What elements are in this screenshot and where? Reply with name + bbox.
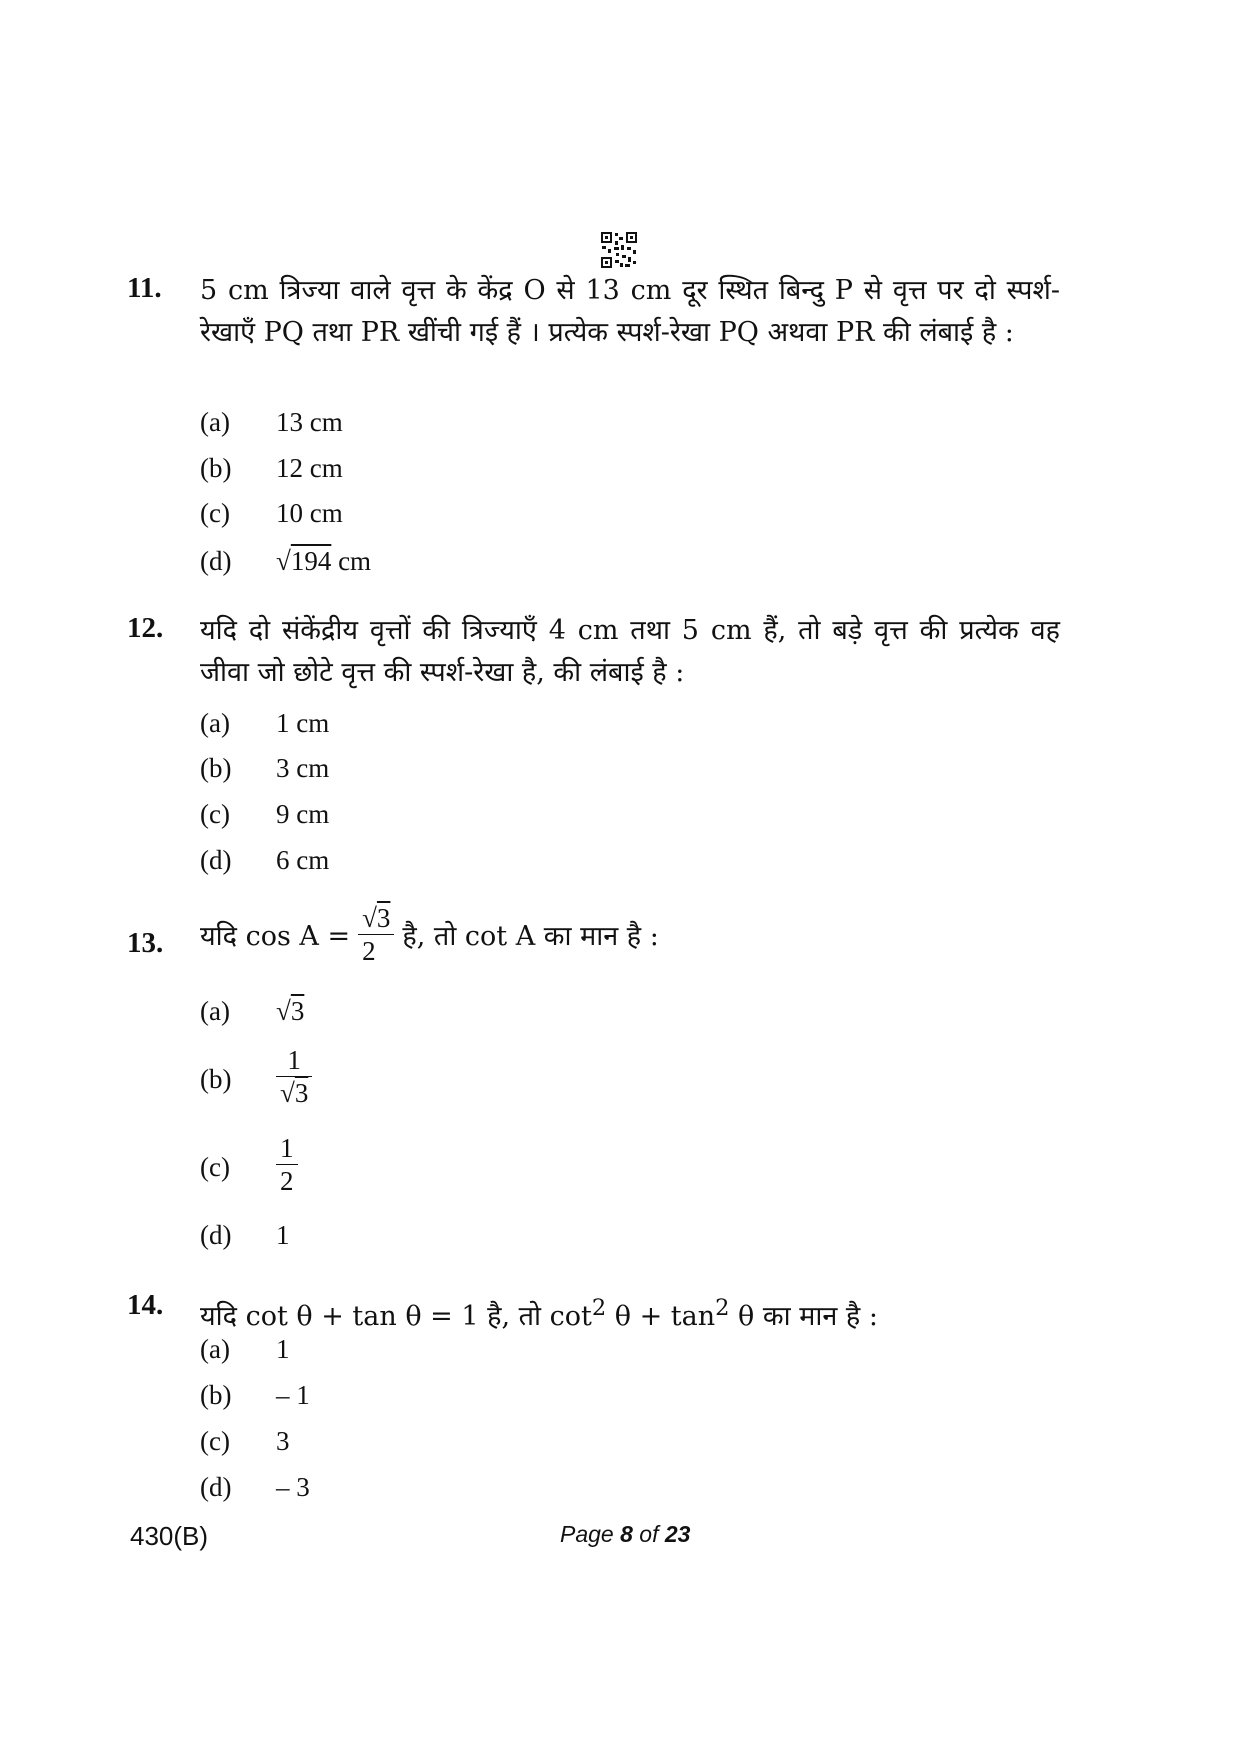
option-label: (b)	[200, 753, 232, 783]
question-text-after: है, तो cot A का मान है :	[402, 921, 659, 953]
option-label: (b)	[200, 1064, 232, 1094]
option-label: (d)	[200, 1472, 232, 1502]
fraction-denominator: √3	[280, 1078, 309, 1109]
option-value: 10 cm	[276, 498, 343, 528]
fraction-denominator: 2	[280, 1166, 294, 1197]
option-label: (b)	[200, 1380, 232, 1410]
superscript: 2	[715, 1295, 730, 1321]
question-number: 14.	[127, 1289, 164, 1321]
option-label: (c)	[200, 1152, 230, 1182]
option-value: √194 cm	[276, 546, 372, 576]
option-value: 3	[276, 1426, 290, 1456]
radicand: 3	[290, 996, 305, 1026]
option-value: 6 cm	[276, 845, 330, 875]
option-label: (c)	[200, 799, 230, 829]
option-value: 1 cm	[276, 708, 330, 738]
page-indicator	[560, 1521, 760, 1548]
question-number: 11.	[127, 272, 162, 304]
option-label: (a)	[200, 1334, 230, 1364]
qr-code-icon	[600, 231, 638, 269]
option-label: (a)	[200, 708, 230, 738]
question-text	[200, 1287, 1060, 1338]
question-text: यदि दो संकेंद्रीय वृत्तों की त्रिज्याएँ 4 cm तथा 5 cm हैं, तो बड़े वृत्त की प्रत्येक वह जीवा जो छोटे वृत्त की स्पर्श-रेखा है, की लंबाई है :	[200, 615, 1060, 688]
option-value: – 1	[276, 1380, 310, 1410]
option-label: (d)	[200, 546, 232, 576]
option-value: 1	[276, 1334, 290, 1364]
question-text-part: यदि cot θ + tan θ = 1 है, तो cot	[200, 1301, 592, 1332]
fraction	[358, 904, 394, 966]
question-text-part: θ + tan	[606, 1301, 716, 1332]
question-number: 13.	[127, 927, 164, 959]
option-label: (d)	[200, 845, 232, 875]
paper-code: 430(B)	[130, 1521, 209, 1551]
option-value: √3	[276, 996, 305, 1026]
page-word: Page	[560, 1521, 614, 1547]
option-label: (d)	[200, 1220, 232, 1250]
option-value: 12 cm	[276, 453, 343, 483]
option-label: (c)	[200, 1426, 230, 1456]
option-fraction	[276, 1134, 298, 1196]
question-text-before: यदि cos A =	[200, 921, 351, 953]
option-fraction	[276, 1046, 312, 1108]
option-value: 13 cm	[276, 407, 343, 437]
option-value: 3 cm	[276, 753, 330, 783]
fraction-numerator: 1	[276, 1046, 312, 1077]
radicand: 3	[376, 903, 391, 933]
question-text	[200, 904, 1060, 966]
question-text-part: θ का मान है :	[729, 1301, 878, 1332]
option-label: (a)	[200, 407, 230, 437]
of-word: of	[639, 1521, 659, 1547]
radicand: 3	[294, 1078, 309, 1109]
option-value: 9 cm	[276, 799, 330, 829]
option-label: (c)	[200, 498, 230, 528]
fraction-denominator: 2	[362, 936, 376, 967]
fraction-numerator: 1	[276, 1134, 298, 1165]
radicand: 194	[290, 546, 332, 576]
option-label: (b)	[200, 453, 232, 483]
superscript: 2	[591, 1295, 607, 1321]
fraction-numerator: √3	[358, 904, 394, 935]
option-value: 1	[276, 1220, 290, 1250]
question-number: 12.	[127, 612, 164, 644]
page-total: 23	[664, 1521, 691, 1547]
option-label: (a)	[200, 996, 230, 1026]
option-value: – 3	[276, 1472, 310, 1502]
unit: cm	[338, 546, 372, 576]
page-number: 8	[620, 1521, 633, 1547]
question-text: 5 cm त्रिज्या वाले वृत्त के केंद्र O से 13 cm दूर स्थित बिन्दु P से वृत्त पर दो स्पर्श-रेखाएँ PQ तथा PR खींची गई हैं । प्रत्येक स्पर्श-रेखा PQ अथवा PR की लंबाई है :	[200, 275, 1060, 348]
